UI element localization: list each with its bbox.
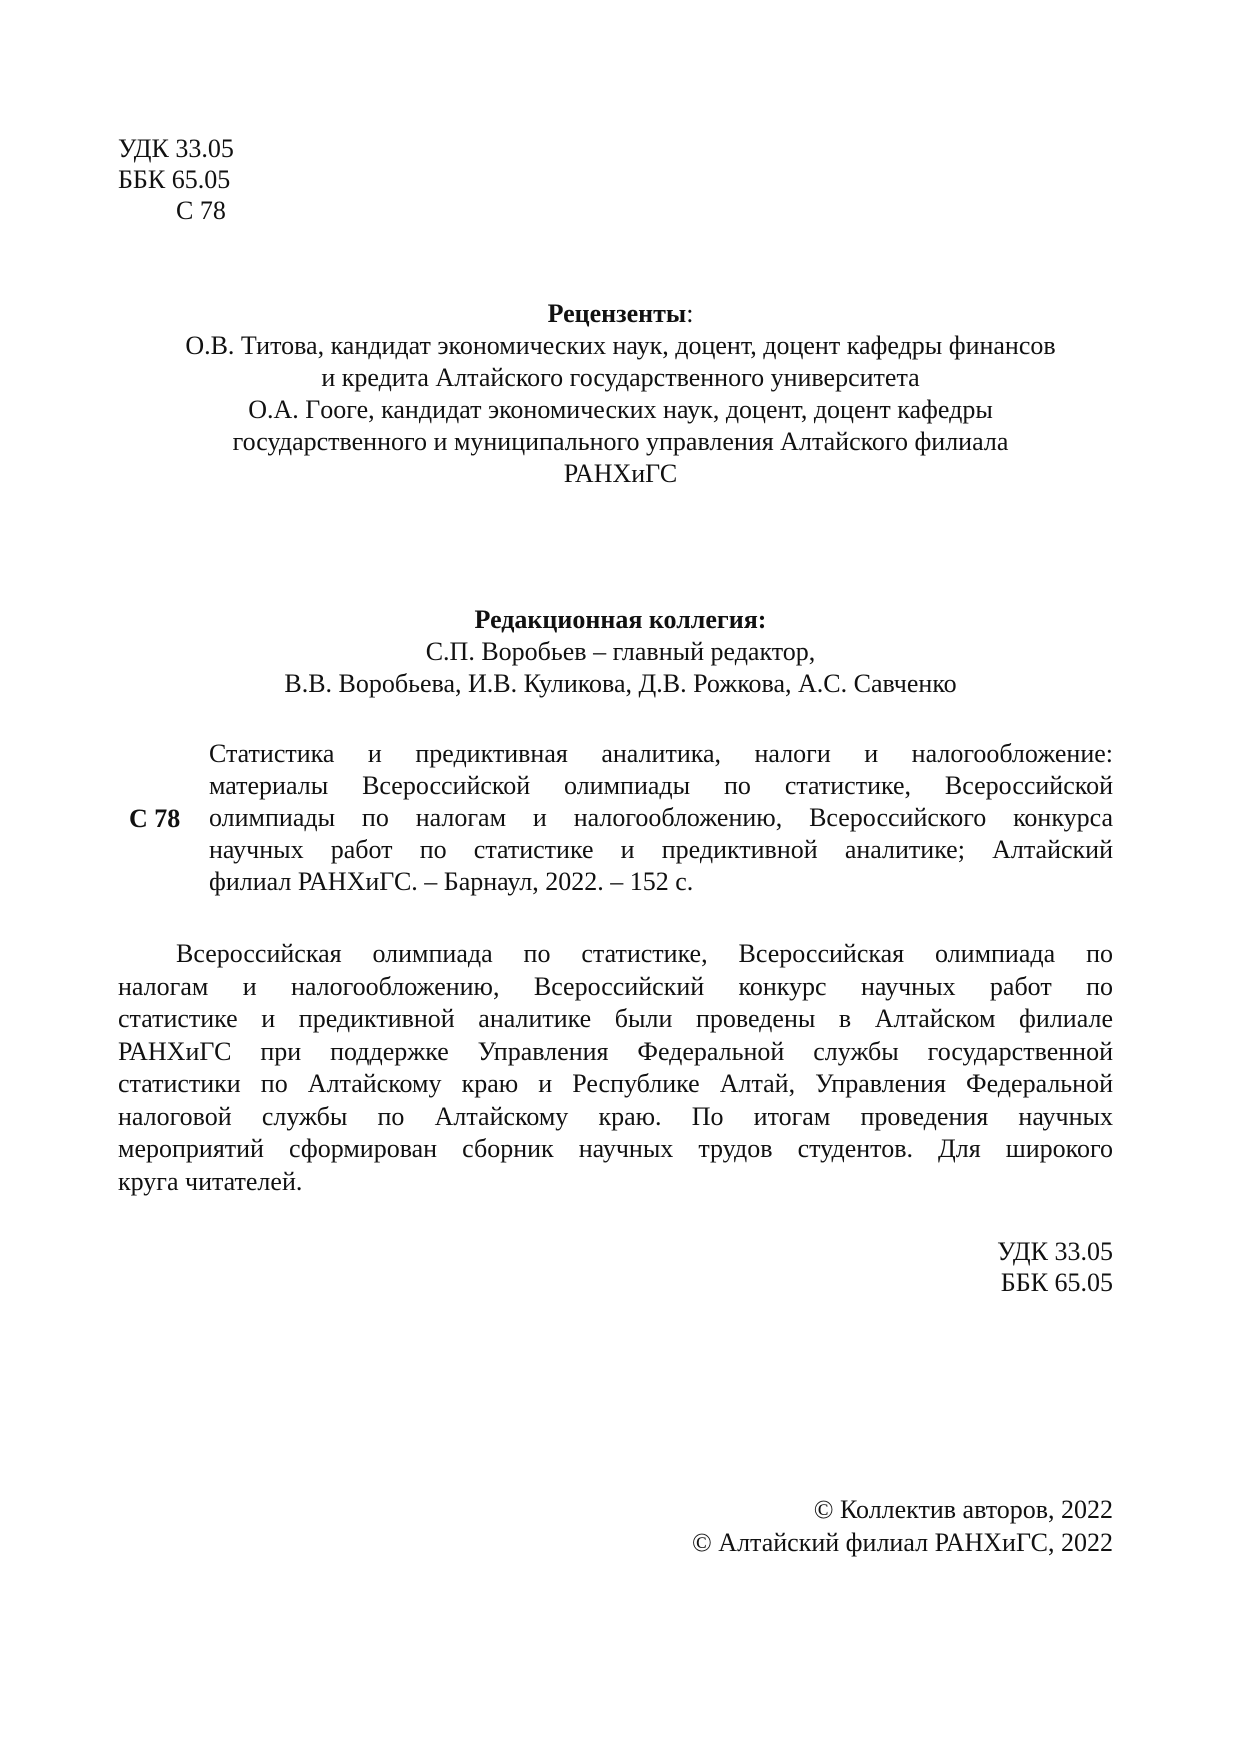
reviewer-line: О.В. Титова, кандидат экономических наук, доцент, доцент кафедры финансов	[185, 331, 1056, 360]
annotation-line: налогам и налогообложению, Всероссийский конкурс научных работ по	[118, 971, 1113, 1001]
editorial-board-line: В.В. Воробьева, И.В. Куликова, Д.В. Рожкова, А.С. Савченко	[284, 669, 957, 698]
citation-line: олимпиады по налогам и налогообложению, Всероссийского конкурса	[209, 803, 1113, 832]
reviewer-line: О.А. Гooге, кандидат экономических наук, доцент, доцент кафедры	[248, 395, 993, 424]
udk-code: УДК 33.05	[997, 1237, 1113, 1266]
citation-line: материалы Всероссийской олимпиады по статистике, Всероссийской	[209, 771, 1113, 800]
reviewer-line: РАНХиГС	[563, 459, 678, 488]
udk-code: УДК 33.05	[118, 134, 234, 163]
copyright-block	[692, 1493, 1113, 1559]
annotation-line: статистике и предиктивной аналитике были проведены в Алтайском филиале	[118, 1004, 1113, 1033]
citation-code: С 78	[129, 804, 181, 833]
reviewers-heading-colon: :	[686, 299, 694, 328]
annotation-line: круга читателей.	[118, 1166, 303, 1196]
annotation-line: РАНХиГС при поддержке Управления Федеральной службы государственной	[118, 1036, 1113, 1066]
citation-line: научных работ по статистике и предиктивной аналитике; Алтайский	[209, 835, 1113, 864]
bibliographic-citation	[209, 738, 1113, 898]
annotation-line: Всероссийская олимпиада по статистике, Всероссийская олимпиада по	[176, 939, 1113, 968]
annotation-line: налоговой службы по Алтайскому краю. По итогам проведения научных	[118, 1101, 1113, 1131]
reviewers-section	[0, 298, 1241, 490]
editorial-board-line: С.П. Воробьев – главный редактор,	[425, 637, 816, 666]
bbk-code: ББК 65.05	[118, 165, 231, 194]
reviewer-line: и кредита Алтайского государственного университета	[321, 363, 920, 392]
author-sign: С 78	[176, 196, 226, 225]
citation-line: филиал РАНХиГС. – Барнаул, 2022. – 152 с.	[209, 867, 694, 896]
bottom-classification-codes	[997, 1236, 1113, 1298]
top-classification-codes	[118, 133, 234, 226]
editorial-board-section	[0, 604, 1241, 700]
annotation-line: мероприятий сформирован сборник научных трудов студентов. Для широкого	[118, 1134, 1113, 1163]
reviewers-heading-line	[0, 298, 1241, 330]
annotation-line: статистики по Алтайскому краю и Республике Алтай, Управления Федеральной	[118, 1069, 1113, 1098]
bbk-code: ББК 65.05	[1000, 1268, 1113, 1297]
reviewers-heading: Рецензенты	[547, 299, 687, 328]
reviewer-line: государственного и муниципального управления Алтайского филиала	[232, 427, 1009, 456]
annotation-paragraph	[118, 938, 1113, 1198]
copyright-authors: © Коллектив авторов, 2022	[813, 1495, 1113, 1524]
editorial-board-heading: Редакционная коллегия:	[474, 605, 767, 634]
copyright-branch: © Алтайский филиал РАНХиГС, 2022	[692, 1528, 1113, 1557]
citation-line: Статистика и предиктивная аналитика, налоги и налогообложение:	[209, 739, 1113, 768]
